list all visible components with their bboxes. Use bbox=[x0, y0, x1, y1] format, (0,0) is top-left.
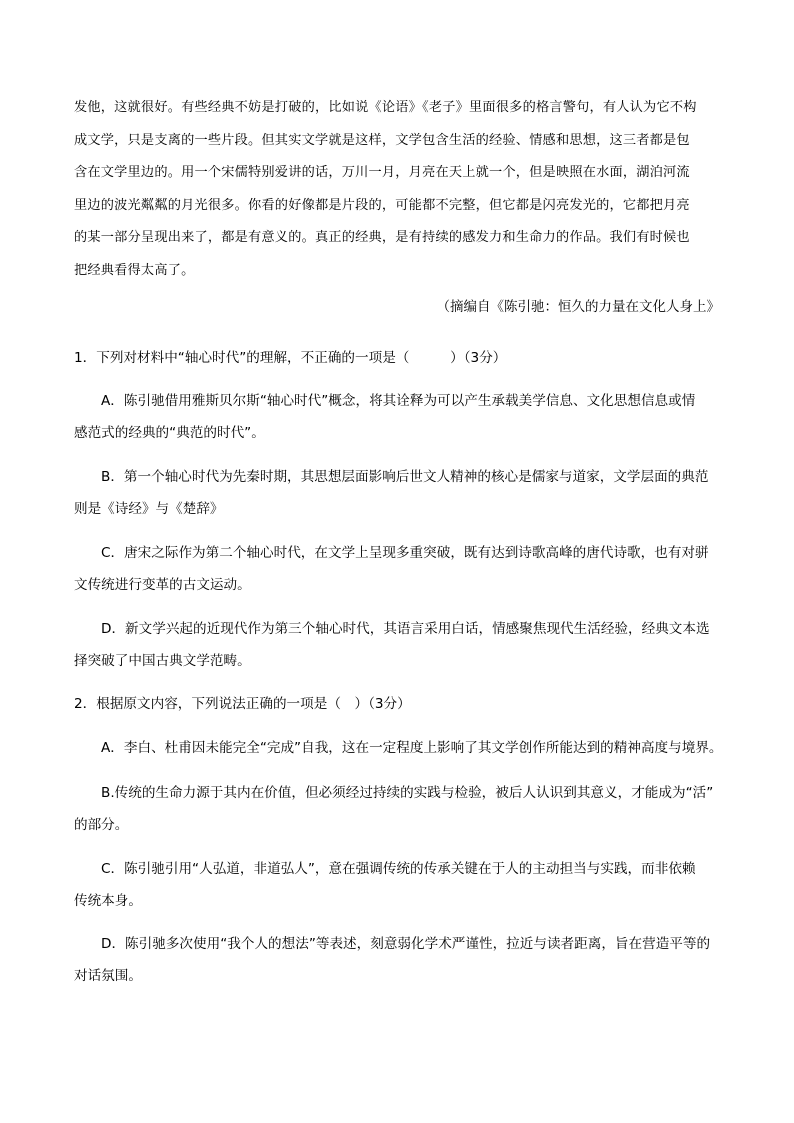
option-line: 传统本身。 bbox=[74, 893, 142, 909]
passage-line: 发他，这就很好。有些经典不妨是打破的，比如说《论语》《老子》里面很多的格言警句，有人认为它不构 bbox=[74, 100, 697, 115]
question-1-option-b[interactable] bbox=[74, 461, 724, 525]
option-line: A．李白、杜甫因未能完全“完成”自我，这在一定程度上影响了其文学创作所能达到的精神高度与境界。 bbox=[101, 740, 723, 756]
passage-line: 成文学，只是支离的一些片段。但其实文学就是这样，文学包含生活的经验、情感和思想，这三者都是包 bbox=[74, 132, 690, 148]
option-line: C．陈引驰引用“人弘道，非道弘人”，意在强调传统的传承关键在于人的主动担当与实践，而非依赖 bbox=[101, 861, 696, 877]
option-line: 对话氛围。 bbox=[74, 968, 142, 984]
option-line: D．陈引驰多次使用“我个人的想法”等表述，刻意弱化学术严谨性，拉近与读者距离，旨在营造平等的 bbox=[101, 936, 711, 952]
question-2-option-b[interactable] bbox=[74, 777, 724, 841]
question-2-stem bbox=[74, 688, 724, 720]
passage-source: （摘编自《陈引驰：恒久的力量在文化人身上》 bbox=[436, 299, 720, 315]
question-stem-text: 1．下列对材料中“轴心时代”的理解，不正确的一项是（ ）（3分） bbox=[74, 350, 507, 366]
passage-line: 把经典看得太高了。 bbox=[74, 262, 195, 278]
option-line: B．第一个轴心时代为先秦时期，其思想层面影响后世文人精神的核心是儒家与道家，文学层面的典范 bbox=[101, 469, 709, 485]
option-line: 择突破了中国古典文学范畴。 bbox=[74, 653, 251, 669]
option-line: D．新文学兴起的近现代作为第三个轴心时代，其语言采用白话，情感聚焦现代生活经验，经典文本选 bbox=[101, 621, 710, 637]
question-stem-text: 2．根据原文内容，下列说法正确的一项是（ ）（3分） bbox=[74, 696, 411, 712]
option-line: 感范式的经典的“典范的时代”。 bbox=[74, 425, 265, 441]
question-2-option-a[interactable] bbox=[74, 732, 724, 764]
option-line: C．唐宋之际作为第二个轴心时代，在文学上呈现多重突破，既有达到诗歌高峰的唐代诗歌，也有对骈 bbox=[101, 545, 709, 561]
option-line: 文传统进行变革的古文运动。 bbox=[74, 577, 251, 593]
option-line: A．陈引驰借用雅斯贝尔斯“轴心时代”概念，将其诠释为可以产生承载美学信息、文化思想信息或情 bbox=[101, 393, 696, 409]
option-line: 则是《诗经》与《楚辞》 bbox=[74, 501, 224, 517]
question-1-stem bbox=[74, 342, 724, 374]
question-2-option-d[interactable] bbox=[74, 928, 724, 992]
question-1-option-a[interactable] bbox=[74, 385, 724, 449]
question-1-option-d[interactable] bbox=[74, 613, 724, 677]
question-1-option-c[interactable] bbox=[74, 537, 724, 601]
passage-line: 的某一部分呈现出来了，都是有意义的。真正的经典，是有持续的感发力和生命力的作品。我们有时候也 bbox=[74, 230, 690, 245]
passage-line: 含在文学里边的。用一个宋儒特别爱讲的话，万川一月，月亮在天上就一个，但是映照在水面，湖泊河流 bbox=[74, 165, 690, 180]
option-line: B.传统的生命力源于其内在价值，但必须经过持续的实践与检验，被后人认识到其意义，才能成为“活” bbox=[101, 785, 714, 801]
question-2-option-c[interactable] bbox=[74, 853, 724, 917]
passage-line: 里边的波光粼粼的月光很多。你看的好像都是片段的，可能都不完整，但它都是闪亮发光的，它都把月亮 bbox=[74, 197, 690, 213]
option-line: 的部分。 bbox=[74, 817, 129, 833]
passage-excerpt bbox=[74, 92, 722, 287]
